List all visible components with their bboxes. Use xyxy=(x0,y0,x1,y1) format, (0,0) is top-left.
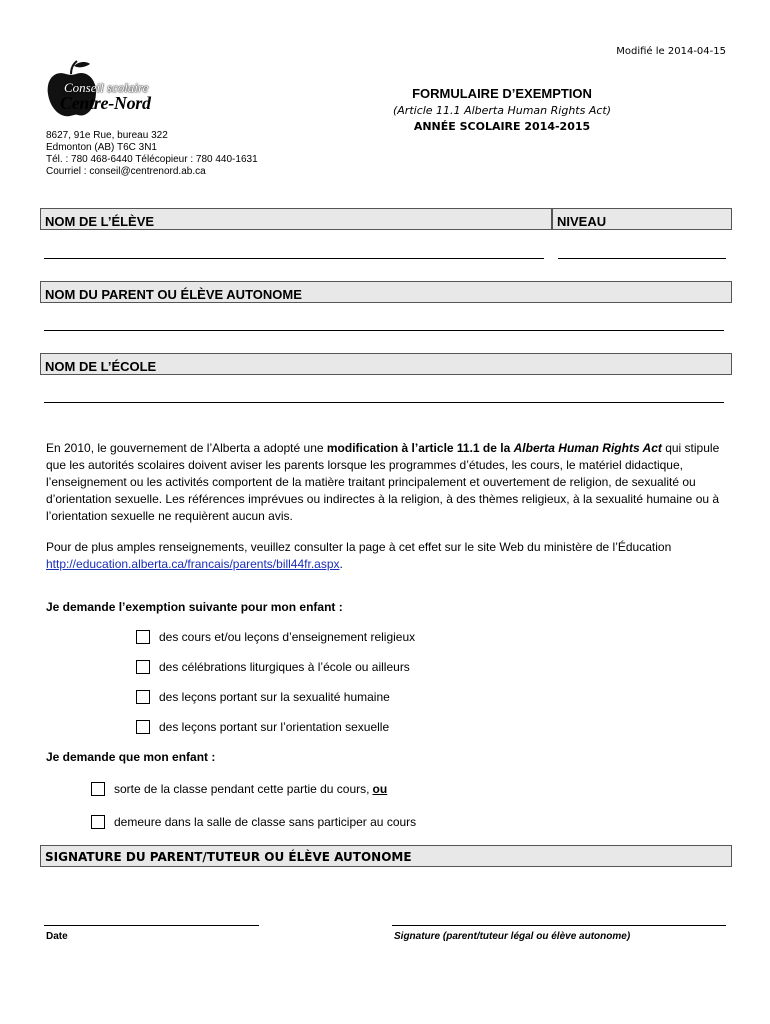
address-block xyxy=(46,130,258,178)
signature-label: Signature (parent/tuteur légal ou élève autonome) xyxy=(394,931,631,942)
signature-section-title: SIGNATURE DU PARENT/TUTEUR OU ÉLÈVE AUTONOME xyxy=(40,845,732,867)
date-label: Date xyxy=(46,931,68,942)
modified-date: Modifié le 2014-04-15 xyxy=(616,46,726,57)
date-line[interactable] xyxy=(44,925,259,926)
student-name-label: NOM DE L’ÉLÈVE xyxy=(40,208,552,230)
signature-line[interactable] xyxy=(392,925,726,926)
logo-line1: Conseil scolaire xyxy=(64,80,149,95)
exemption-heading: Je demande l’exemption suivante pour mon enfant : xyxy=(46,600,343,614)
checkbox[interactable] xyxy=(91,815,105,829)
checkbox[interactable] xyxy=(136,660,150,674)
address-line: Edmonton (AB) T6C 3N1 xyxy=(46,142,157,153)
checkbox[interactable] xyxy=(136,690,150,704)
logo-line2: Centre-Nord xyxy=(60,93,151,113)
info-paragraph: Pour de plus amples renseignements, veuillez consulter la page à cet effet sur le site Web du ministère de l’Éducation http://education.alberta.ca/francais/parents/bill44fr.aspx. xyxy=(46,540,672,571)
parent-name-label: NOM DU PARENT OU ÉLÈVE AUTONOME xyxy=(40,281,732,303)
form-title-block xyxy=(380,86,624,133)
request-heading: Je demande que mon enfant : xyxy=(46,750,216,764)
request-option-stay[interactable]: demeure dans la salle de classe sans participer au cours xyxy=(91,815,416,829)
checkbox[interactable] xyxy=(136,720,150,734)
address-line: Tél. : 780 468-6440 Télécopieur : 780 440-1631 xyxy=(46,154,258,165)
intro-paragraph: En 2010, le gouvernement de l’Alberta a adopté une modification à l’article 11.1 de la Alberta Human Rights Act qui stipule que les autorités scolaires doivent aviser les parents lorsque les programmes d’études, les cours, le matériel didactique, l’enseignement ou les activités comportent de la matière traitant principalement et ouvertement de religion, de sexualité ou d’orientation sexuelle. Les références imprévues ou indirectes à la religion, à des thèmes religieux, à la sexualité humaine ou à l’orientation sexuelle ne requièrent aucun avis. xyxy=(46,441,720,523)
school-name-label: NOM DE L’ÉCOLE xyxy=(40,353,732,375)
school-name-line[interactable] xyxy=(44,402,724,403)
ministry-link[interactable]: http://education.alberta.ca/francais/parents/bill44fr.aspx xyxy=(46,557,340,571)
address-line: 8627, 91e Rue, bureau 322 xyxy=(46,130,168,141)
form-subtitle: (Article 11.1 Alberta Human Rights Act) xyxy=(392,104,612,117)
school-year: ANNÉE SCOLAIRE 2014-2015 xyxy=(413,120,591,133)
parent-name-line[interactable] xyxy=(44,330,724,331)
exemption-option-religious[interactable]: des cours et/ou leçons d’enseignement religieux xyxy=(136,630,415,644)
form-title: FORMULAIRE D’EXEMPTION xyxy=(412,86,592,101)
request-option-leave[interactable]: sorte de la classe pendant cette partie du cours, ou xyxy=(91,782,387,796)
checkbox[interactable] xyxy=(91,782,105,796)
exemption-option-orientation[interactable]: des leçons portant sur l’orientation sexuelle xyxy=(136,720,389,734)
exemption-option-sexuality[interactable]: des leçons portant sur la sexualité humaine xyxy=(136,690,390,704)
level-line[interactable] xyxy=(558,258,726,259)
level-label: NIVEAU xyxy=(552,208,732,230)
address-line: Courriel : conseil@centrenord.ab.ca xyxy=(46,166,206,177)
checkbox[interactable] xyxy=(136,630,150,644)
student-name-line[interactable] xyxy=(44,258,544,259)
exemption-option-liturgical[interactable]: des célébrations liturgiques à l’école ou ailleurs xyxy=(136,660,410,674)
